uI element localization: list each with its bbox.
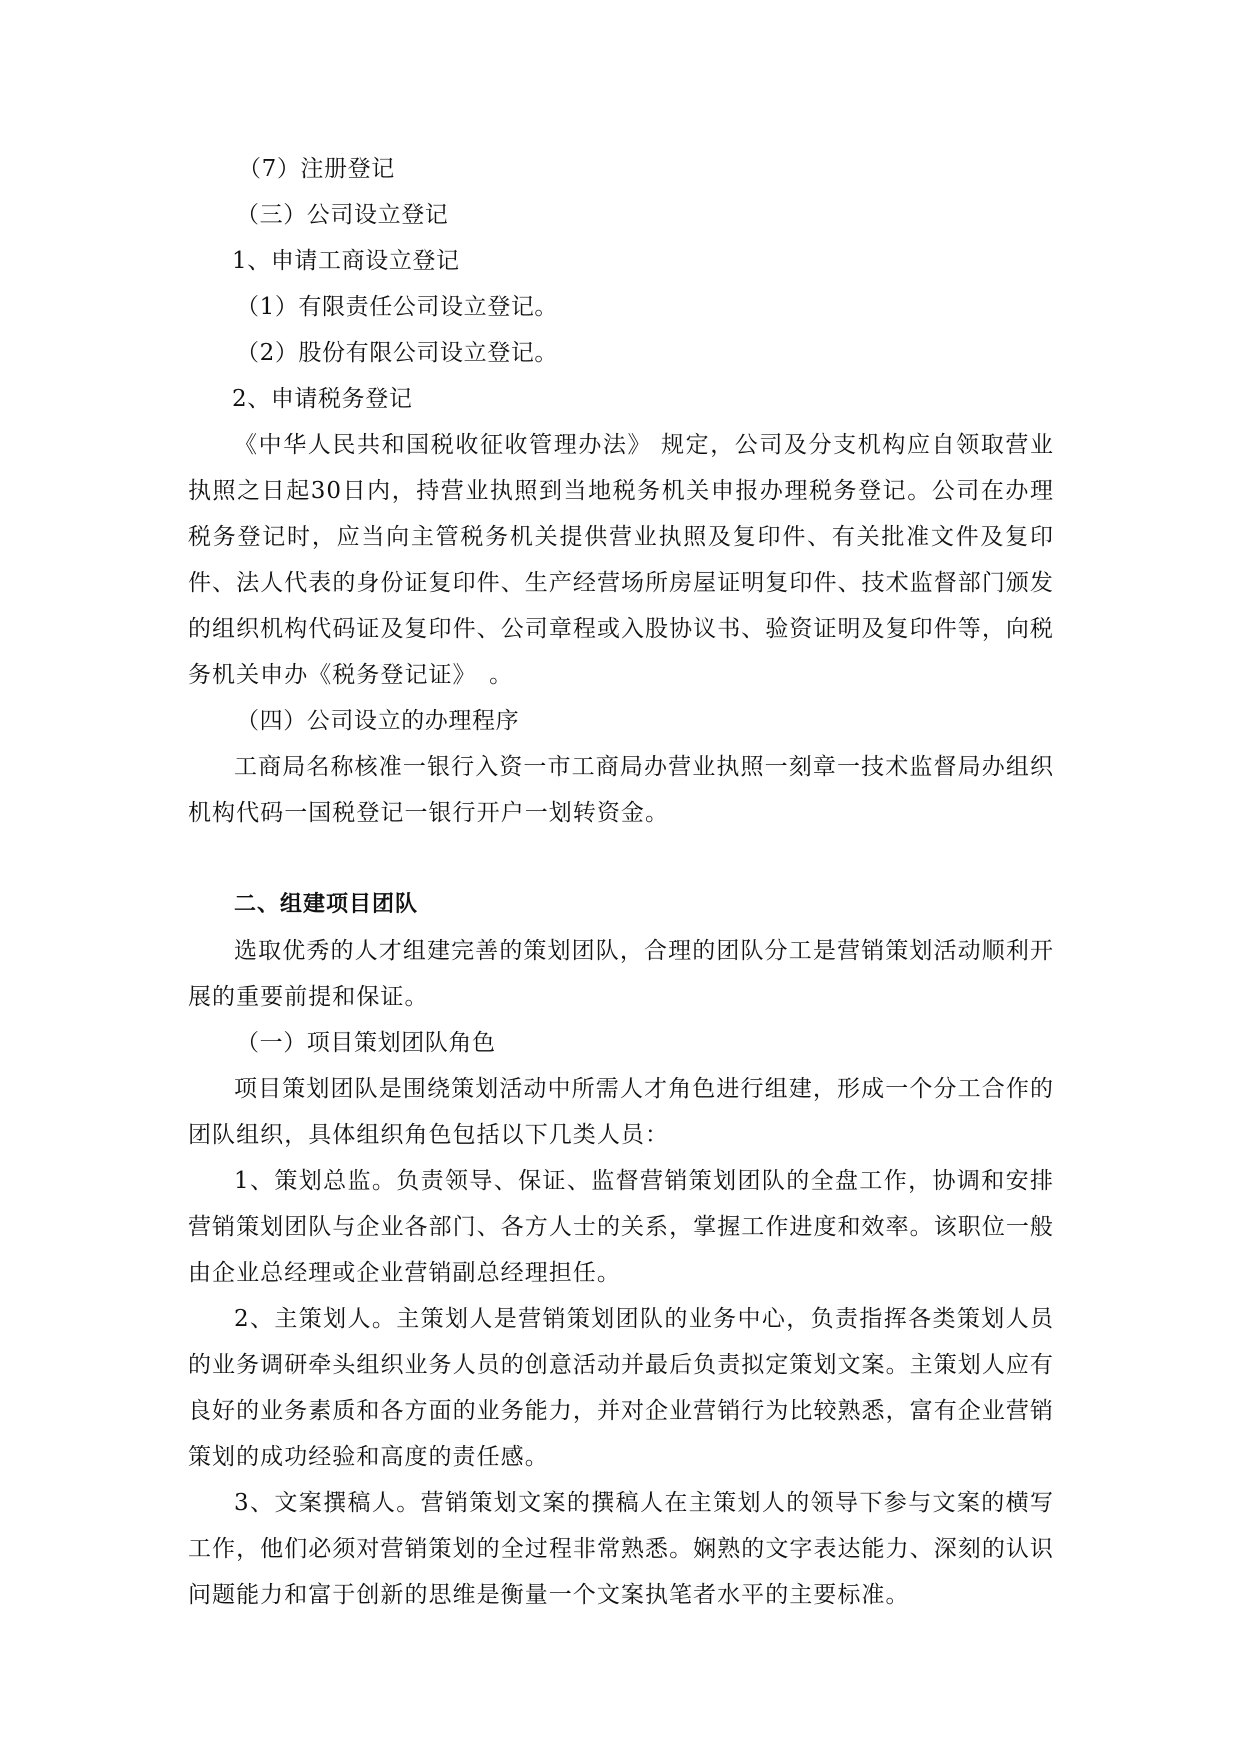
business-registration-heading: 1、申请工商设立登记: [232, 248, 460, 274]
joint-stock-registration-item: （2）股份有限公司设立登记。: [236, 340, 559, 366]
document-body: [188, 146, 1054, 1618]
llc-registration-item: （1）有限责任公司设立登记。: [236, 294, 559, 320]
team-roles-heading: （一）项目策划团队角色: [236, 1030, 496, 1056]
role-copywriter: 3、文案撰稿人。营销策划文案的撰稿人在主策划人的领导下参与文案的横写工作，他们必须对营销策划的全过程非常熟悉。娴熟的文字表达能力、深刻的认识问题能力和富于创新的思维是衡量一个文案执笔者水平的主要标准。: [188, 1490, 1054, 1608]
section-two-title: 二、组建项目团队: [234, 892, 419, 917]
company-registration-heading: （三）公司设立登记: [236, 202, 449, 228]
tax-registration-heading: 2、申请税务登记: [232, 386, 413, 412]
procedure-heading: （四）公司设立的办理程序: [236, 708, 520, 734]
tax-registration-paragraph: 《中华人民共和国税收征收管理办法》 规定，公司及分支机构应自领取营业执照之日起30日内，持营业执照到当地税务机关申报办理税务登记。公司在办理税务登记时，应当向主管税务机关提供营业执照及复印件、有关批准文件及复印件、法人代表的身份证复印件、生产经营场所房屋证明复印件、技术监督部门颁发的组织机构代码证及复印件、公司章程或入股协议书、验资证明及复印件等，向税务机关申办《税务登记证》 。: [188, 432, 1054, 688]
procedure-paragraph: 工商局名称核准一银行入资一市工商局办营业执照一刻章一技术监督局办组织机构代码一国税登记一银行开户一划转资金。: [188, 754, 1054, 826]
role-planning-director: 1、策划总监。负责领导、保证、监督营销策划团队的全盘工作，协调和安排营销策划团队与企业各部门、各方人士的关系，掌握工作进度和效率。该职位一般由企业总经理或企业营销副总经理担任。: [188, 1168, 1054, 1286]
team-roles-intro: 项目策划团队是围绕策划活动中所需人才角色进行组建，形成一个分工合作的团队组织，具体组织角色包括以下几类人员：: [188, 1076, 1054, 1148]
section-two-intro: 选取优秀的人才组建完善的策划团队，合理的团队分工是营销策划活动顺利开展的重要前提和保证。: [188, 938, 1054, 1010]
registration-item-7: （7）注册登记: [238, 156, 395, 182]
role-chief-planner: 2、主策划人。主策划人是营销策划团队的业务中心，负责指挥各类策划人员的业务调研牵头组织业务人员的创意活动并最后负责拟定策划文案。主策划人应有良好的业务素质和各方面的业务能力，并对企业营销行为比较熟悉，富有企业营销策划的成功经验和高度的责任感。: [188, 1306, 1054, 1470]
